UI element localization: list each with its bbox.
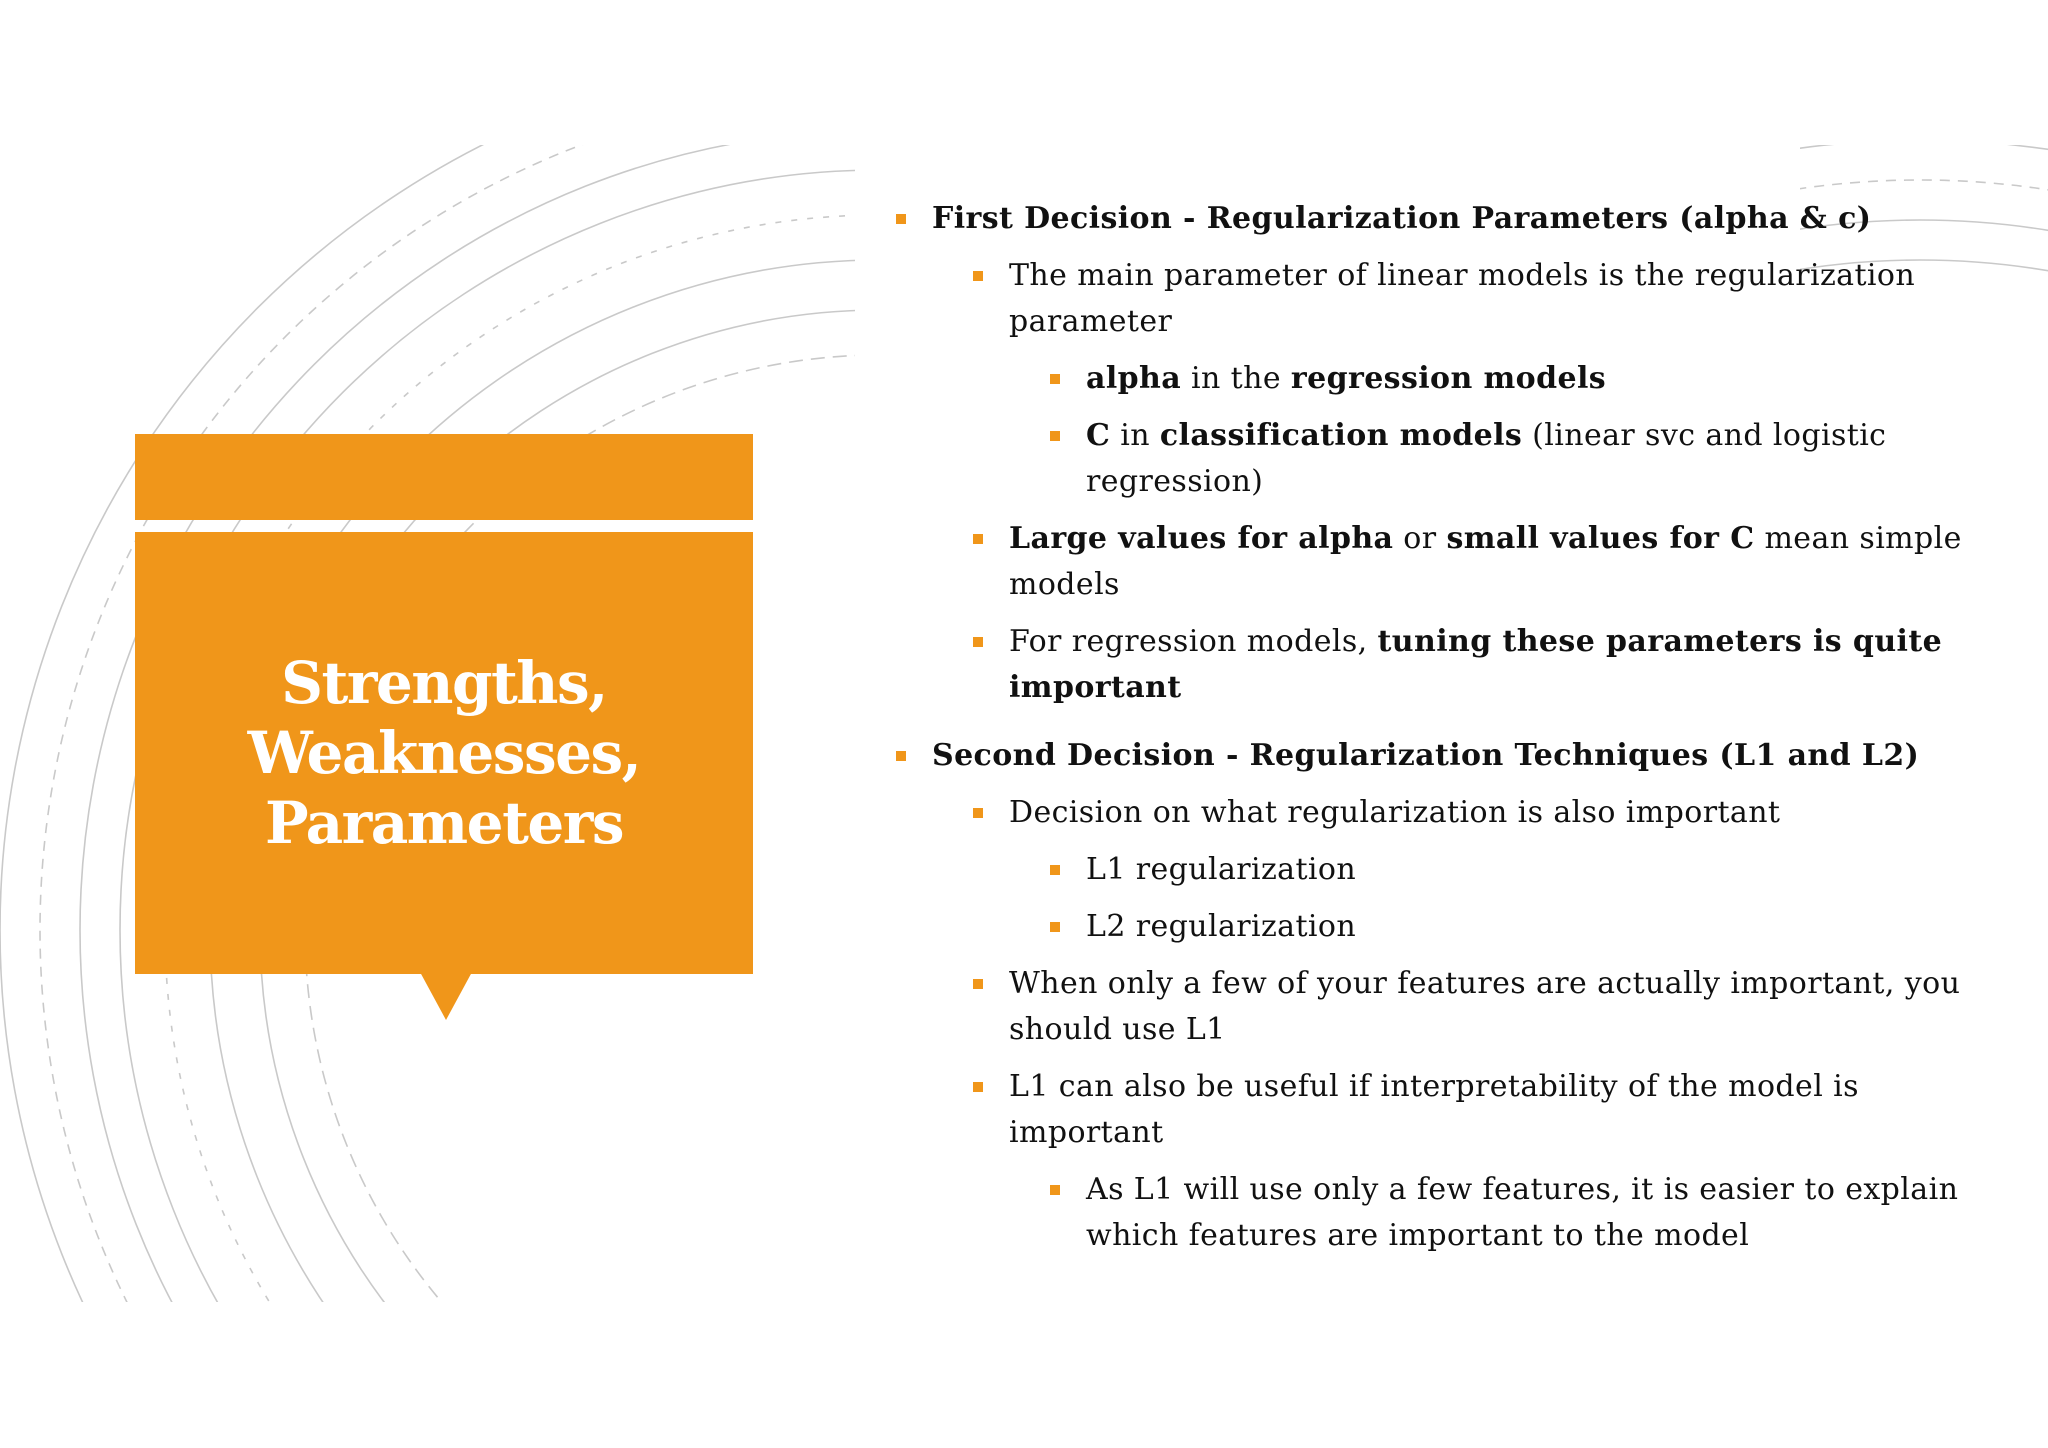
bullet-list	[880, 196, 1990, 1270]
bullet-text: mean simple models	[1009, 521, 1962, 602]
slide-title-line: Weaknesses,	[247, 719, 641, 787]
callout-pointer	[420, 972, 472, 1020]
bullet-item-level-2	[957, 961, 1990, 1053]
bullet-text: or	[1393, 521, 1447, 556]
bullet-item-level-3	[1034, 904, 1990, 950]
slide-title-line: Strengths,	[281, 649, 607, 717]
bullet-text-bold: C	[1086, 418, 1111, 453]
bullet-text-bold: First Decision - Regularization Parameters (alpha & c)	[932, 201, 1872, 236]
bullet-text: The main parameter of linear models is the regularization parameter	[1009, 258, 1916, 339]
slide-title	[248, 648, 641, 858]
bullet-item-level-2	[957, 790, 1990, 836]
bullet-text-bold: regression models	[1290, 361, 1607, 396]
square-bullet-icon	[973, 979, 983, 989]
square-bullet-icon	[1050, 865, 1060, 875]
bullet-text: in	[1110, 418, 1160, 453]
square-bullet-icon	[973, 808, 983, 818]
square-bullet-icon	[973, 271, 983, 281]
bullet-item-level-2	[957, 253, 1990, 345]
bullet-text: in the	[1181, 361, 1291, 396]
square-bullet-icon	[1050, 922, 1060, 932]
bullet-text: L1 can also be useful if interpretability of the model is important	[1009, 1069, 1859, 1150]
bullet-text: When only a few of your features are actually important, you should use L1	[1009, 966, 1961, 1047]
square-bullet-icon	[973, 637, 983, 647]
bullet-text-bold: small values for C	[1446, 521, 1755, 556]
bullet-item-level-3	[1034, 356, 1990, 402]
bullet-item-level-1	[880, 733, 1990, 779]
slide-title-line: Parameters	[265, 789, 623, 857]
bullet-item-level-2	[957, 1064, 1990, 1156]
bullet-text: Decision on what regularization is also important	[1009, 795, 1781, 830]
bullet-text: (linear svc and logistic regression)	[1086, 418, 1887, 499]
square-bullet-icon	[896, 214, 906, 224]
square-bullet-icon	[1050, 431, 1060, 441]
title-accent-strip	[135, 434, 753, 520]
bullet-item-level-2	[957, 619, 1990, 711]
bullet-text: For regression models,	[1009, 624, 1378, 659]
bullet-text-bold: Second Decision - Regularization Techniques (L1 and L2)	[932, 738, 1920, 773]
square-bullet-icon	[973, 534, 983, 544]
bullet-item-level-2	[957, 516, 1990, 608]
bullet-item-level-1	[880, 196, 1990, 242]
bullet-item-level-3	[1034, 1167, 1990, 1259]
bullet-text-bold: Large values for alpha	[1009, 521, 1394, 556]
square-bullet-icon	[896, 751, 906, 761]
square-bullet-icon	[1050, 1185, 1060, 1195]
bullet-text-bold: classification models	[1159, 418, 1523, 453]
bullet-text-bold: tuning these parameters is quite important	[1009, 624, 1943, 705]
bullet-item-level-3	[1034, 413, 1990, 505]
title-callout-box	[135, 532, 753, 974]
bullet-text: L2 regularization	[1086, 909, 1357, 944]
bullet-item-level-3	[1034, 847, 1990, 893]
square-bullet-icon	[973, 1082, 983, 1092]
bullet-text: L1 regularization	[1086, 852, 1357, 887]
square-bullet-icon	[1050, 374, 1060, 384]
bullet-text: As L1 will use only a few features, it is easier to explain which features are important to the model	[1086, 1172, 1959, 1253]
bullet-text-bold: alpha	[1086, 361, 1182, 396]
